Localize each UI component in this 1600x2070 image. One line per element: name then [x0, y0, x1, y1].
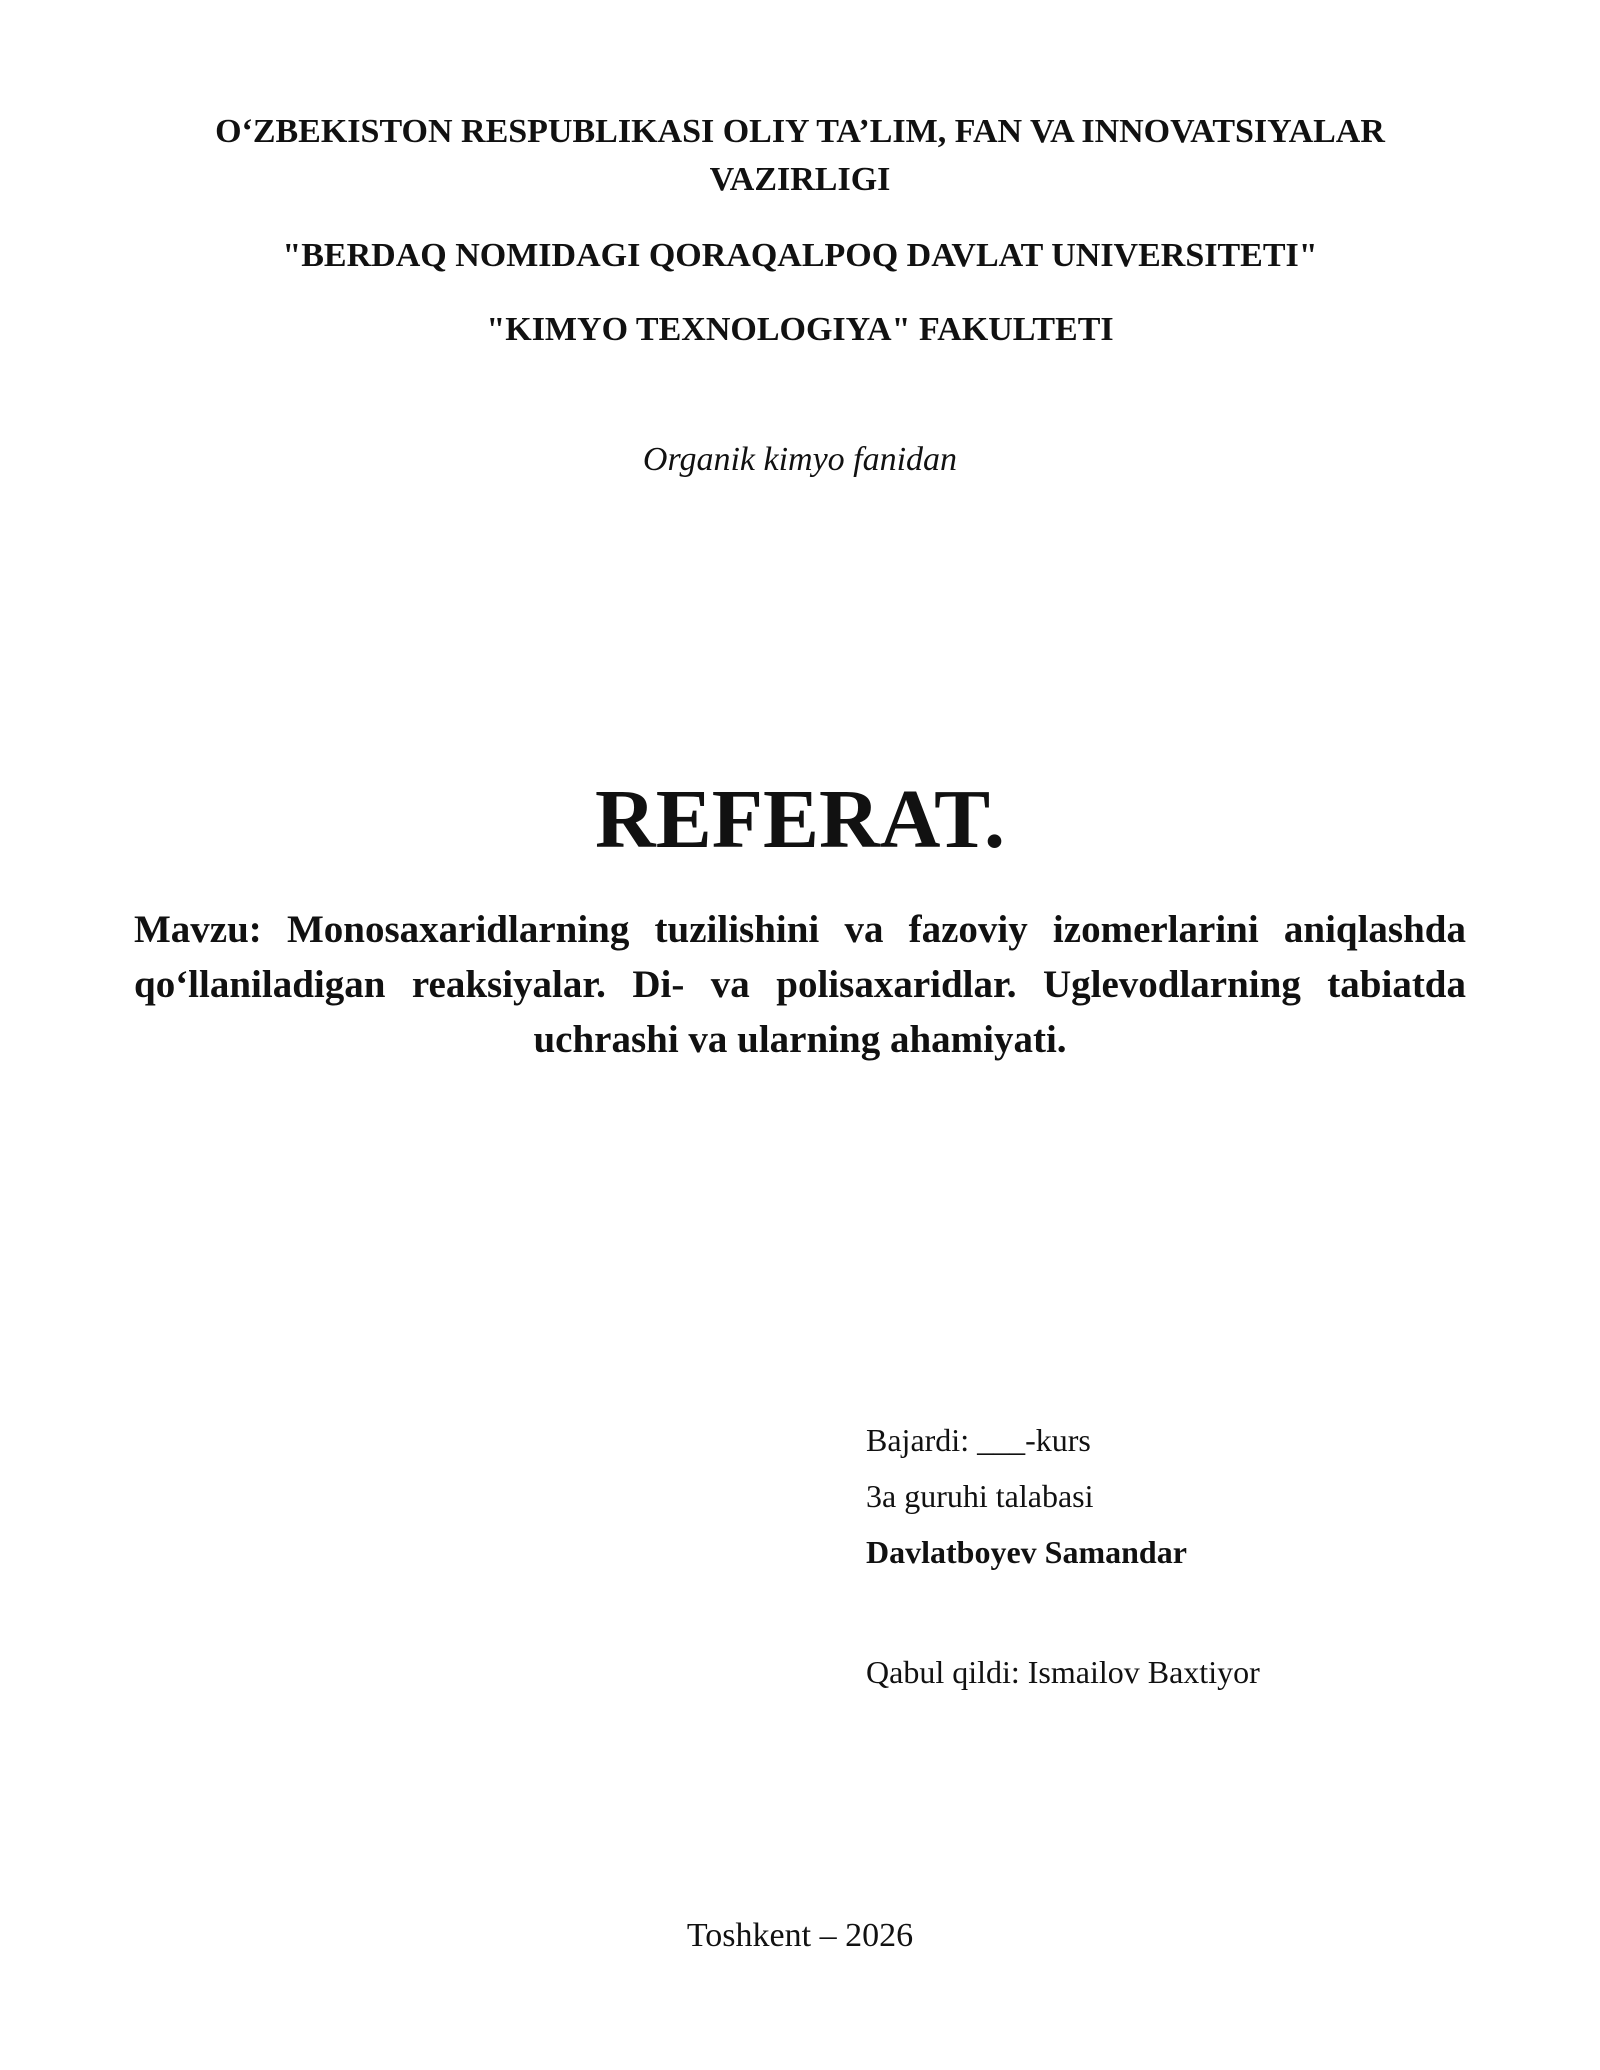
faculty-heading: "KIMYO TEXNOLOGIYA" FAKULTETI — [486, 311, 1114, 348]
topic-paragraph: Mavzu: Monosaxaridlarning tuzilishini va fazoviy izomerlarini aniqlashda qo‘llaniladigan reaksiyalar. Di- va polisaxaridlar. Uglevodlarning tabiatda uchrashi va ularning ahamiyati. — [134, 908, 1466, 1061]
ministry-heading: O‘ZBEKISTON RESPUBLIKASI OLIY TA’LIM, FAN VA INNOVATSIYALAR VAZIRLIGI — [215, 113, 1385, 198]
document-title: REFERAT. — [595, 773, 1005, 866]
city-year-footer: Toshkent – 2026 — [686, 1917, 914, 1954]
course-line: Bajardi: ___-kurs — [866, 1422, 1091, 1458]
student-name: Davlatboyev Samandar — [866, 1534, 1187, 1570]
group-line: 3a guruhi talabasi — [866, 1478, 1094, 1514]
subject-line: Organik kimyo fanidan — [642, 441, 958, 478]
university-heading: "BERDAQ NOMIDAGI QORAQALPOQ DAVLAT UNIVERSITETI" — [282, 237, 1318, 274]
accepted-by-line: Qabul qildi: Ismailov Baxtiyor — [866, 1654, 1260, 1690]
